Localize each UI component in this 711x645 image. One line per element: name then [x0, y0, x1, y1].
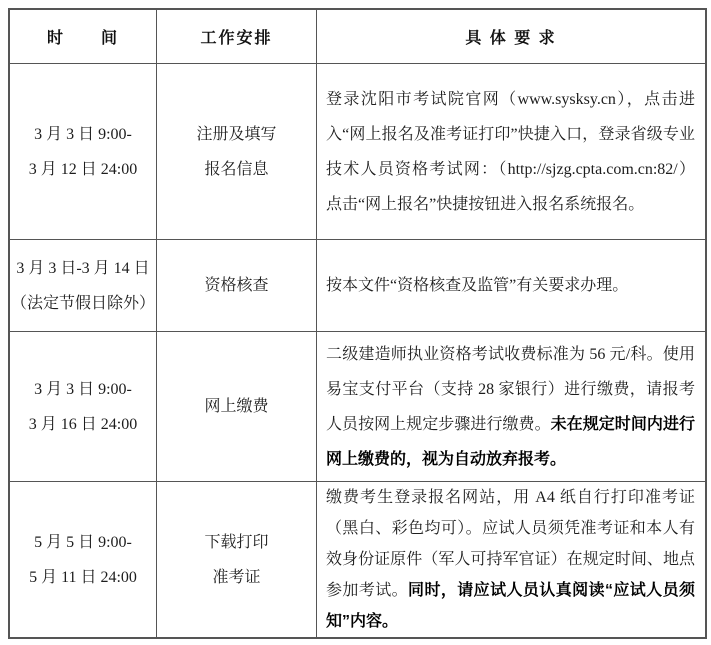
header-cell-time [10, 10, 157, 64]
detail-normal-text: 缴费考生登录报名网站，用 A4 纸自行打印准考证（黑白、彩色均可）。应试人员须凭准考证和本人有效身份证原件（军人可持军官证）在规定时间、地点参加考试。 [326, 489, 695, 599]
row-qualification-task-cell [157, 240, 317, 332]
row-ticket-detail-cell [317, 482, 705, 637]
row-ticket-time-cell [10, 482, 157, 637]
detail-paragraph [326, 268, 695, 303]
header-cell-task [157, 10, 317, 64]
schedule-table [8, 8, 707, 639]
time-line: 3 月 12 日 24:00 [28, 160, 138, 178]
row-registration-detail-cell [317, 64, 705, 240]
detail-normal-text: 登录沈阳市考试院官网（www.sysksy.cn），点击进入“网上报名及准考证打印”快捷入口，登录省级专业技术人员资格考试网：（http://sjzg.cpta.com.cn:82/）点击“网上报名”快捷按钮进入报名系统报名。 [326, 90, 695, 213]
task-line: 资格核查 [204, 277, 269, 294]
task-line: 注册及填写 [196, 125, 277, 143]
time-line: 3 月 3 日 9:00- [34, 125, 132, 143]
row-payment-task-cell [157, 332, 317, 482]
row-payment-time-cell [10, 332, 157, 482]
header-time-label: 时 间 [46, 30, 119, 47]
time-line: （法定节假日除外） [10, 294, 155, 312]
detail-normal-text: 按本文件“资格核查及监管”有关要求办理。 [326, 277, 629, 294]
row-qualification-detail-cell [317, 240, 705, 332]
detail-bold-text: 未在规定时间内进行网上缴费的，视为自动放弃报考。 [326, 415, 695, 468]
header-task-label: 工作安排 [200, 30, 273, 47]
time-line: 3 月 16 日 24:00 [28, 415, 138, 433]
header-cell-requirements [317, 10, 705, 64]
row-registration-task-cell [157, 64, 317, 240]
row-registration-time-cell [10, 64, 157, 240]
task-line: 报名信息 [204, 160, 269, 178]
task-line: 网上缴费 [204, 398, 269, 415]
task-line: 下载打印 [204, 533, 269, 551]
row-ticket-task-cell [157, 482, 317, 637]
task-line: 准考证 [212, 568, 261, 586]
detail-paragraph [326, 82, 695, 222]
detail-bold-text: 同时，请应试人员认真阅读“应试人员须知”内容。 [326, 582, 695, 630]
row-payment-detail-cell [317, 332, 705, 482]
time-line: 3 月 3 日 9:00- [34, 380, 132, 398]
time-line: 5 月 5 日 9:00- [34, 533, 132, 551]
time-line: 5 月 11 日 24:00 [29, 568, 137, 586]
detail-normal-text: 二级建造师执业资格考试收费标准为 56 元/科。使用易宝支付平台（支持 28 家银行）进行缴费，请报考人员按网上规定步骤进行缴费。 [326, 345, 695, 433]
detail-paragraph [326, 337, 695, 477]
time-line: 3 月 3 日-3 月 14 日 [16, 259, 150, 277]
header-requirements-label: 具 体 要 求 [465, 30, 557, 47]
row-qualification-time-cell [10, 240, 157, 332]
detail-paragraph [326, 482, 695, 637]
